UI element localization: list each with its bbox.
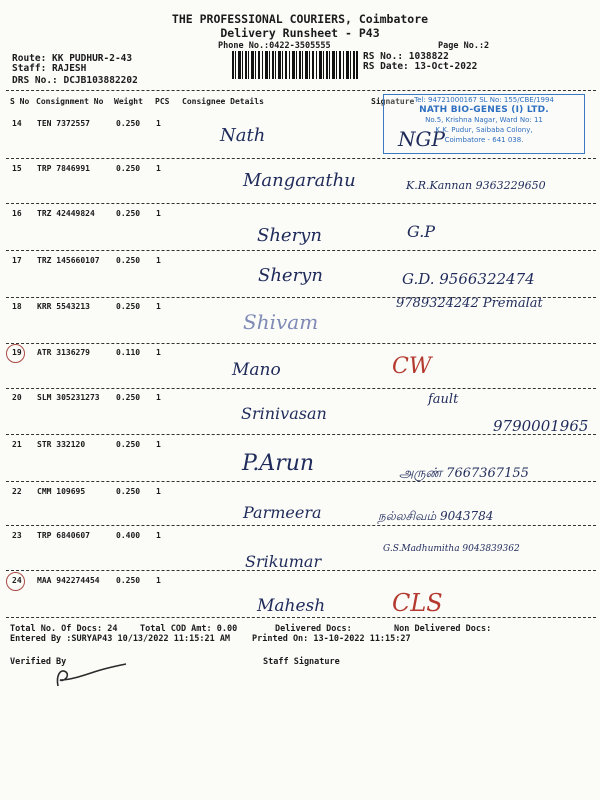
row-20-weight: 0.250 — [116, 393, 141, 402]
row-23-pcs: 1 — [156, 531, 161, 540]
row-24-pcs: 1 — [156, 576, 161, 585]
row-20-pcs: 1 — [156, 393, 161, 402]
row-24-consignee: Mahesh — [257, 596, 326, 616]
row-15-weight: 0.250 — [116, 164, 141, 173]
row-18-weight: 0.250 — [116, 302, 141, 311]
delivered-docs: Delivered Docs: — [275, 624, 352, 634]
row-14-signature: NGP — [398, 127, 445, 151]
row-21-consignment: STR 332120 — [37, 440, 86, 449]
row-18-sno: 18 — [12, 302, 22, 311]
row-21-signature: அருண் 7667367155 — [399, 466, 529, 481]
row-21-sno: 21 — [12, 440, 22, 449]
header-pcs: PCS — [155, 97, 170, 106]
row-22-consignment: CMM 109695 — [37, 487, 86, 496]
row-14-sno: 14 — [12, 119, 22, 128]
header-top-rule — [6, 90, 596, 91]
phone-number: Phone No.:0422-3505555 — [218, 41, 331, 51]
row-16-weight: 0.250 — [116, 209, 141, 218]
row-15-consignee: Mangarathu — [243, 170, 356, 191]
printed-on: Printed On: 13-10-2022 11:15:27 — [252, 634, 411, 644]
row-17-consignee: Sheryn — [258, 265, 323, 286]
row-21-pcs: 1 — [156, 440, 161, 449]
header-consignment: Consignment No — [36, 97, 104, 106]
row-16-signature: G.P — [407, 222, 436, 241]
runsheet-title: Delivery Runsheet - P43 — [220, 26, 380, 40]
row-22-signature: நல்லசிவம் 9043784 — [378, 509, 494, 523]
row-22-consignee: Parmeera — [243, 503, 322, 522]
rs-number: RS No.: 1038822 — [363, 51, 449, 62]
row-22-weight: 0.250 — [116, 487, 141, 496]
row-18-consignee: Shivam — [243, 310, 319, 334]
total-docs: Total No. Of Docs: 24 — [10, 624, 118, 634]
row-16-consignee: Sheryn — [257, 225, 322, 246]
verified-signature-mark — [52, 658, 134, 692]
row-17-weight: 0.250 — [116, 256, 141, 265]
row-14-pcs: 1 — [156, 119, 161, 128]
stamp-line4: K.K. Pudur, Saibaba Colony, — [435, 126, 533, 134]
row-20-consignee: Srinivasan — [241, 404, 327, 423]
staff: Staff: RAJESH — [12, 63, 87, 74]
row-18-consignment: KRR 5543213 — [37, 302, 90, 311]
row-19-consignment: ATR 3136279 — [37, 348, 90, 357]
row-24-sno: 24 — [12, 576, 22, 585]
verified-by: Verified By — [10, 657, 67, 667]
row-15-pcs: 1 — [156, 164, 161, 173]
row-17-pcs: 1 — [156, 256, 161, 265]
stamp-line1: Tel: 94721000167 SL No: 155/CBE/1994 — [414, 96, 554, 104]
row-22-sno: 22 — [12, 487, 22, 496]
row-24-weight: 0.250 — [116, 576, 141, 585]
stamp-line3: No.5, Krishna Nagar, Ward No: 11 — [425, 116, 543, 124]
row-20-initials: fault — [428, 392, 459, 407]
row-23-consignment: TRP 6840607 — [37, 531, 90, 540]
row-23-sno: 23 — [12, 531, 22, 540]
row-15-consignment: TRP 7846991 — [37, 164, 90, 173]
row-17-sno: 17 — [12, 256, 22, 265]
row-16-pcs: 1 — [156, 209, 161, 218]
row-19-sno: 19 — [12, 348, 22, 357]
row-19-pcs: 1 — [156, 348, 161, 357]
row-16-sno: 16 — [12, 209, 22, 218]
row-18-signature: 9789324242 Premalat — [396, 296, 543, 311]
header-s-no: S No — [10, 97, 30, 106]
stamp-line5: Coimbatore - 641 038. — [444, 136, 524, 144]
header-weight: Weight — [114, 97, 143, 106]
barcode — [232, 51, 358, 79]
stamp-name: NATH BIO-GENES (I) LTD. — [419, 105, 549, 115]
row-23-consignee: Srikumar — [245, 552, 322, 571]
header-consignee: Consignee Details — [182, 97, 264, 106]
rs-date: RS Date: 13-Oct-2022 — [363, 61, 478, 72]
row-20-sno: 20 — [12, 393, 22, 402]
row-24-signature: CLS — [392, 589, 443, 617]
row-23-weight: 0.400 — [116, 531, 141, 540]
row-20-signature: 9790001965 — [493, 417, 589, 435]
row-21-weight: 0.250 — [116, 440, 141, 449]
staff-signature: Staff Signature — [263, 657, 340, 667]
non-delivered-docs: Non Delivered Docs: — [394, 624, 492, 634]
company-title: THE PROFESSIONAL COURIERS, Coimbatore — [171, 12, 429, 26]
row-18-pcs: 1 — [156, 302, 161, 311]
page-number: Page No.:2 — [438, 41, 490, 51]
row-22-pcs: 1 — [156, 487, 161, 496]
row-19-signature: CW — [392, 354, 432, 379]
row-20-consignment: SLM 305231273 — [37, 393, 100, 402]
row-15-sno: 15 — [12, 164, 22, 173]
row-17-signature: G.D. 9566322474 — [402, 270, 535, 288]
row-24-consignment: MAA 942274454 — [37, 576, 100, 585]
entered-by: Entered By :SURYAP43 10/13/2022 11:15:21 AM — [10, 634, 231, 644]
row-17-consignment: TRZ 145660107 — [37, 256, 100, 265]
row-19-consignee: Mano — [232, 360, 281, 380]
row-15-signature: K.R.Kannan 9363229650 — [406, 179, 546, 192]
row-21-consignee: P.Arun — [242, 451, 315, 476]
drs-number: DRS No.: DCJB103882202 — [12, 75, 138, 86]
row-19-weight: 0.110 — [116, 348, 141, 357]
total-cod: Total COD Amt: 0.00 — [140, 624, 238, 634]
row-14-weight: 0.250 — [116, 119, 141, 128]
row-14-consignment: TEN 7372557 — [37, 119, 90, 128]
row-14-consignee: Nath — [220, 125, 266, 146]
header-signature: Signature — [371, 97, 415, 106]
route: Route: KK PUDHUR-2-43 — [12, 53, 133, 64]
row-23-signature: G.S.Madhumitha 9043839362 — [383, 544, 520, 554]
row-16-consignment: TRZ 42449824 — [37, 209, 95, 218]
